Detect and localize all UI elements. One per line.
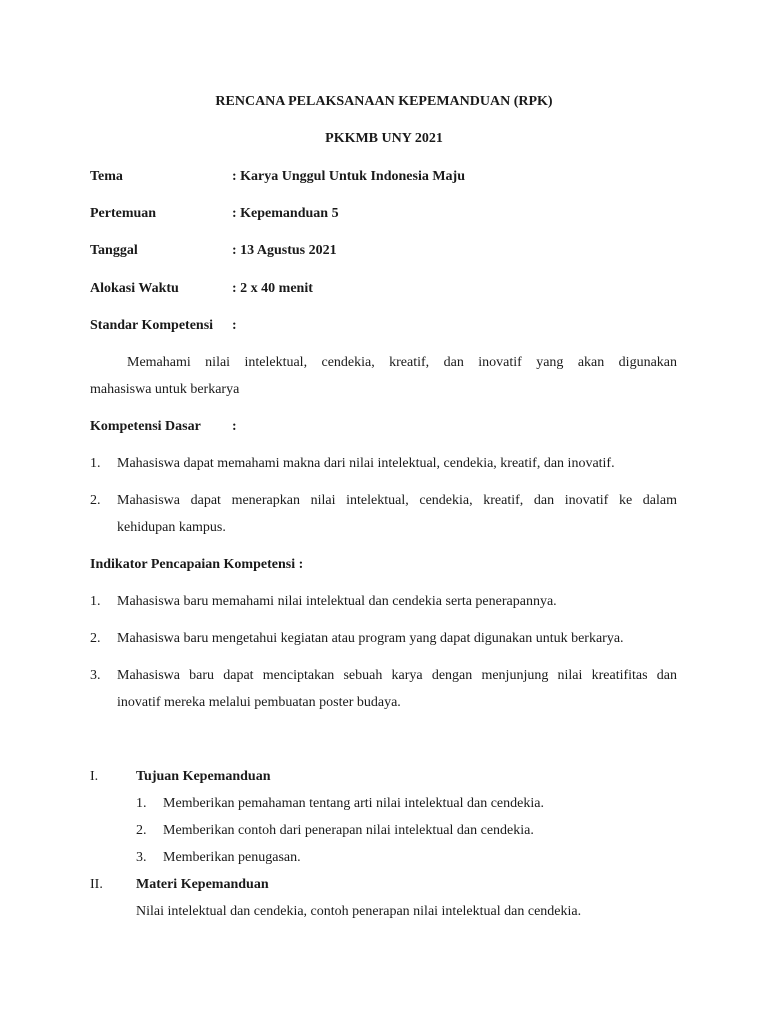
info-label-tanggal: Tanggal — [90, 243, 138, 258]
indikator-label: Indikator Pencapaian Kompetensi : — [90, 557, 304, 572]
section-roman-numeral: I. — [90, 769, 99, 784]
kompetensi-dasar-item-text-continued: kehidupan kampus. — [117, 520, 226, 535]
info-value-tanggal: : 13 Agustus 2021 — [232, 243, 337, 258]
kompetensi-dasar-item-text: Mahasiswa dapat memahami makna dari nilai intelektual, cendekia, kreatif, dan inovatif. — [117, 456, 615, 471]
info-value-tema: : Karya Unggul Untuk Indonesia Maju — [232, 169, 465, 184]
tujuan-item-number: 1. — [136, 796, 147, 811]
standar-kompetensi-text-line2: mahasiswa untuk berkarya — [90, 382, 240, 397]
indikator-item-text: Mahasiswa baru dapat menciptakan sebuah karya dengan menjunjung nilai kreatifitas dan — [117, 668, 677, 683]
tujuan-item-text: Memberikan contoh dari penerapan nilai intelektual dan cendekia. — [163, 823, 534, 838]
section-title-materi: Materi Kepemanduan — [136, 877, 269, 892]
kompetensi-dasar-item-number: 2. — [90, 493, 101, 508]
indikator-item-number: 3. — [90, 668, 101, 683]
info-label-tema: Tema — [90, 169, 123, 184]
document-subtitle: PKKMB UNY 2021 — [325, 131, 443, 146]
kompetensi-dasar-item-text: Mahasiswa dapat menerapkan nilai intelektual, cendekia, kreatif, dan inovatif ke dalam — [117, 493, 677, 508]
section-title-tujuan: Tujuan Kepemanduan — [136, 769, 271, 784]
standar-kompetensi-text-line1: Memahami nilai intelektual, cendekia, kreatif, dan inovatif yang akan digunakan — [127, 355, 677, 370]
info-value-pertemuan: : Kepemanduan 5 — [232, 206, 339, 221]
tujuan-item-number: 2. — [136, 823, 147, 838]
indikator-item-text-continued: inovatif mereka melalui pembuatan poster budaya. — [117, 695, 401, 710]
standar-kompetensi-label: Standar Kompetensi — [90, 318, 214, 333]
indikator-item-text: Mahasiswa baru mengetahui kegiatan atau program yang dapat digunakan untuk berkarya. — [117, 631, 624, 646]
section-roman-numeral: II. — [90, 877, 103, 892]
kompetensi-dasar-label: Kompetensi Dasar — [90, 419, 201, 434]
tujuan-item-text: Memberikan penugasan. — [163, 850, 301, 865]
kompetensi-dasar-colon: : — [232, 419, 237, 434]
info-label-alokasi-waktu: Alokasi Waktu — [90, 281, 179, 296]
standar-kompetensi-colon: : — [232, 318, 237, 333]
indikator-item-number: 2. — [90, 631, 101, 646]
document-title: RENCANA PELAKSANAAN KEPEMANDUAN (RPK) — [215, 94, 553, 109]
indikator-item-number: 1. — [90, 594, 101, 609]
info-label-pertemuan: Pertemuan — [90, 206, 157, 221]
tujuan-item-number: 3. — [136, 850, 147, 865]
indikator-item-text: Mahasiswa baru memahami nilai intelektual dan cendekia serta penerapannya. — [117, 594, 557, 609]
kompetensi-dasar-item-number: 1. — [90, 456, 101, 471]
info-value-alokasi-waktu: : 2 x 40 menit — [232, 281, 313, 296]
tujuan-item-text: Memberikan pemahaman tentang arti nilai intelektual dan cendekia. — [163, 796, 544, 811]
materi-text: Nilai intelektual dan cendekia, contoh penerapan nilai intelektual dan cendekia. — [136, 904, 582, 919]
